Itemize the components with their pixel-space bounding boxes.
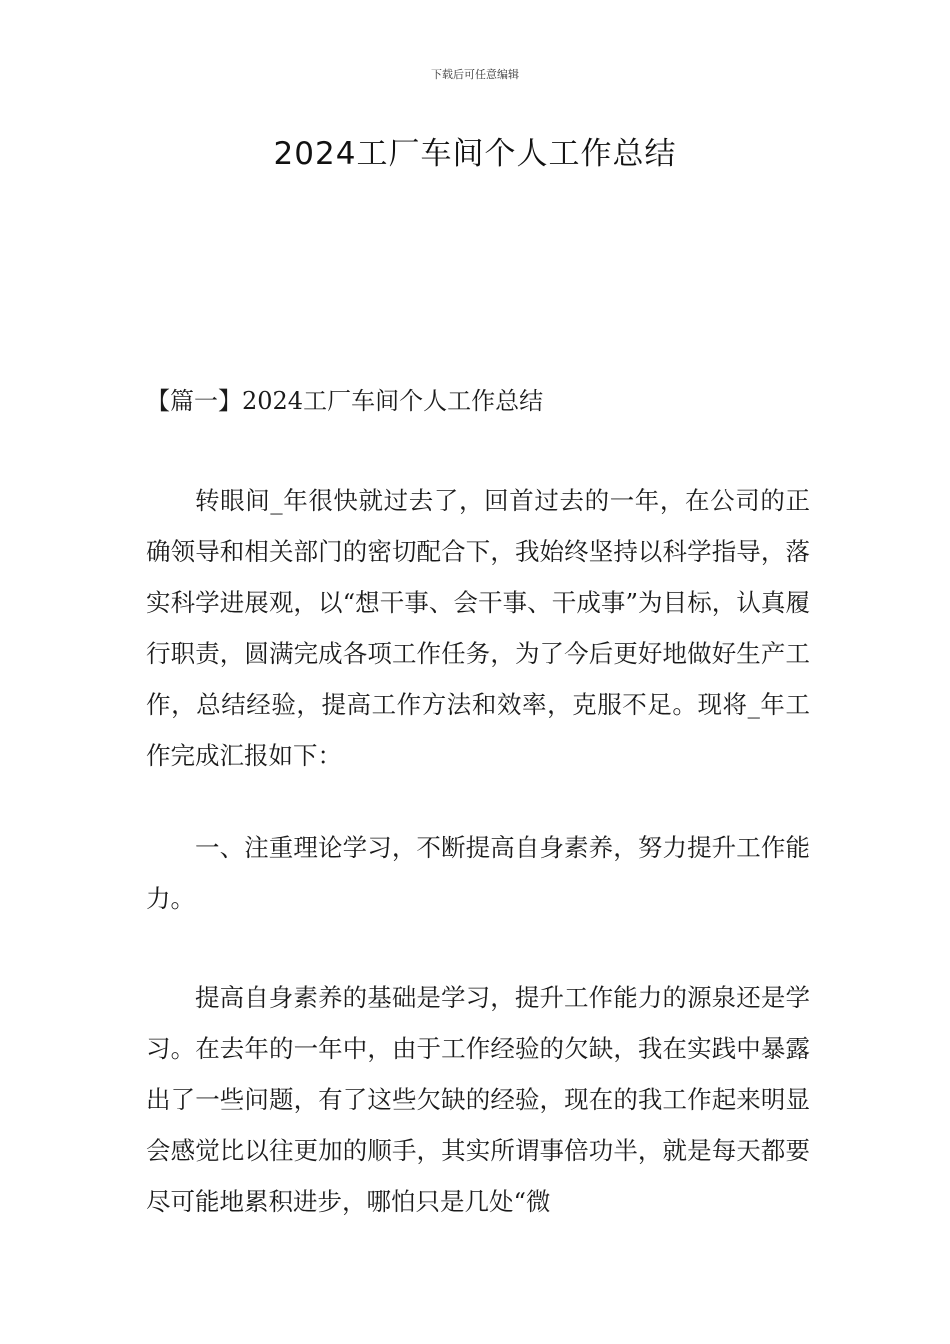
document-title: 2024工厂车间个人工作总结: [273, 136, 677, 172]
paragraph: 转眼间_年很快就过去了，回首过去的一年，在公司的正确领导和相关部门的密切配合下，我始终坚持以科学指导，落实科学进展观，以“想干事、会干事、干成事”为目标，认真履行职责，圆满完成各项工作任务，为了今后更好地做好生产工作，总结经验，提高工作方法和效率，克服不足。现将_年工作完成汇报如下：: [146, 486, 810, 770]
section-heading: 【篇一】2024工厂车间个人工作总结: [146, 387, 544, 415]
paragraph-block-2: [146, 822, 810, 924]
paragraph: 提高自身素养的基础是学习，提升工作能力的源泉还是学习。在去年的一年中，由于工作经验的欠缺，我在实践中暴露出了一些问题，有了这些欠缺的经验，现在的我工作起来明显会感觉比以往更加的顺手，其实所谓事倍功半，就是每天都要尽可能地累积进步，哪怕只是几处“微: [146, 983, 810, 1216]
header-note: 下载后可任意编辑: [431, 68, 519, 81]
paragraph: 一、注重理论学习，不断提高自身素养，努力提升工作能力。: [146, 833, 810, 913]
paragraph-block-3: [146, 972, 810, 1227]
paragraph-block-1: [146, 475, 810, 781]
